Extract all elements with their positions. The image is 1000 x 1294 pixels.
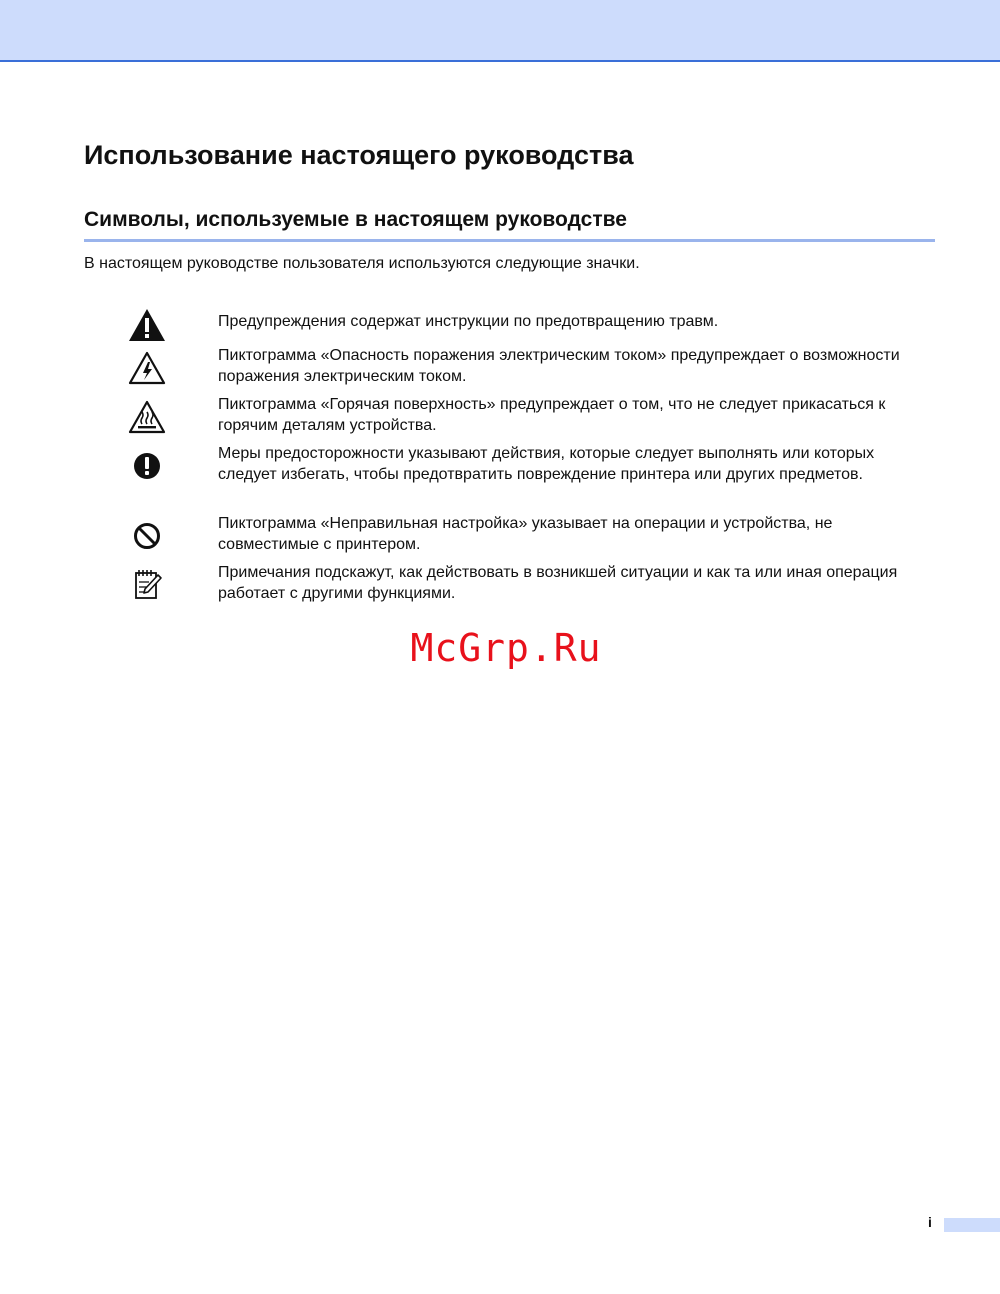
symbol-description: Меры предосторожности указывают действия, которые следует выполнять или которых следует избегать, чтобы предотвратить повреждение принтера или других предметов. xyxy=(218,445,875,483)
symbol-description: Пиктограмма «Неправильная настройка» указывает на операции и устройства, не совместимые с принтером. xyxy=(218,515,833,553)
warning-icon xyxy=(124,307,170,347)
section-heading: Символы, используемые в настоящем руководстве xyxy=(84,208,627,231)
symbol-description: Пиктограмма «Горячая поверхность» предупреждает о том, что не следует прикасаться к горячим деталям устройства. xyxy=(218,396,886,434)
hot-surface-icon xyxy=(124,399,170,439)
page-title: Использование настоящего руководства xyxy=(84,140,634,170)
header-band xyxy=(0,0,1000,62)
prohibited-icon xyxy=(124,517,170,557)
symbol-description: Примечания подскажут, как действовать в возникшей ситуации и как та или иная операция работает с другими функциями. xyxy=(218,564,898,602)
symbol-description: Предупреждения содержат инструкции по предотвращению травм. xyxy=(218,313,719,330)
page-number: i xyxy=(928,1214,932,1230)
section-intro: В настоящем руководстве пользователя используются следующие значки. xyxy=(84,255,640,272)
watermark: McGrp.Ru xyxy=(410,626,602,670)
symbol-description: Пиктограмма «Опасность поражения электрическим током» предупреждает о возможности поражения электрическим током. xyxy=(218,347,900,385)
section-rule xyxy=(84,239,935,242)
page-tab xyxy=(944,1218,1000,1232)
note-icon xyxy=(124,566,170,606)
caution-icon xyxy=(124,447,170,487)
electrical-hazard-icon xyxy=(124,350,170,390)
